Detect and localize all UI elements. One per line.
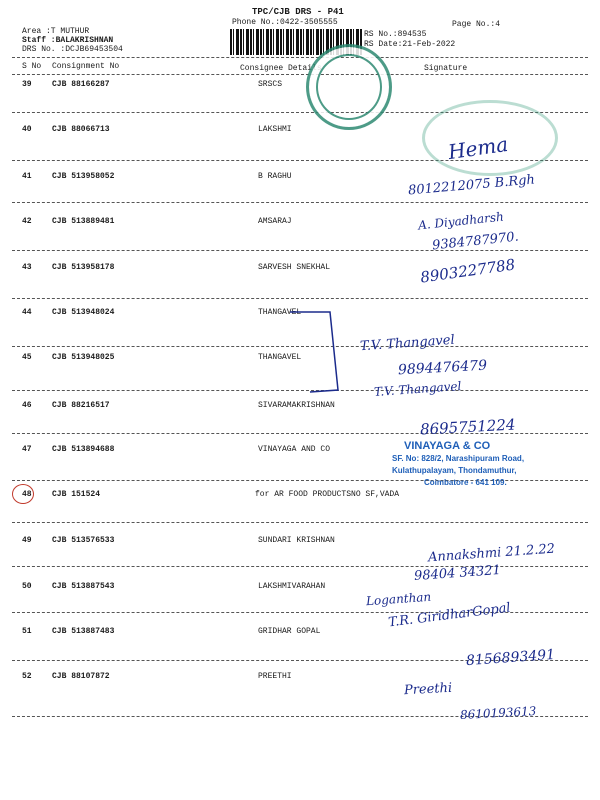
vinayaga-stamp-line2: SF. No: 828/2, Narashipuram Road,: [392, 454, 525, 463]
row-consignee: AMSARAJ: [258, 217, 292, 226]
staff-label: Staff :BALAKRISHNAN: [22, 36, 114, 45]
row-sno: 40: [22, 125, 32, 134]
row-consignment: CJB 513887543: [52, 582, 115, 591]
row-sno: 43: [22, 263, 32, 272]
vinayaga-stamp-name: VINAYAGA & CO: [404, 440, 491, 452]
row-sno: 49: [22, 536, 32, 545]
column-consignee: Consignee Details: [240, 64, 322, 73]
row-consignment: CJB 513958178: [52, 263, 115, 272]
row-consignee: B RAGHU: [258, 172, 292, 181]
row-consignee: THANGAVEL: [258, 353, 302, 362]
row-divider: [12, 202, 588, 203]
row-consignment: CJB 513894688: [52, 445, 115, 454]
office-seal-icon: [306, 44, 392, 130]
row-consignment: CJB 513576533: [52, 536, 115, 545]
handwritten-signature: T.V. Thangavel: [359, 332, 456, 355]
row-consignee: SRSCS: [258, 80, 283, 89]
vinayaga-stamp-line3: Kulathupalayam, Thondamuthur,: [392, 466, 517, 475]
row-consignment: CJB 88107872: [52, 672, 110, 681]
handwritten-phone: 8695751224: [419, 415, 516, 439]
table-row: [0, 672, 600, 686]
row-divider: [12, 522, 588, 523]
vinayaga-stamp: [392, 440, 592, 496]
row-sno: 48: [22, 490, 32, 499]
row-consignee: LAKSHMIVARAHAN: [258, 582, 326, 591]
row-divider: [12, 250, 588, 251]
row-sno: 47: [22, 445, 32, 454]
handwritten-phone: 8903227788: [419, 255, 517, 287]
row-consignment: CJB 88166287: [52, 80, 110, 89]
handwritten-phone: 8156893491: [465, 646, 556, 670]
handwritten-phone: 9894476479: [397, 357, 488, 379]
row-sno: 52: [22, 672, 32, 681]
document-title: TPC/CJB DRS - P41: [252, 7, 344, 17]
row-consignment: CJB 513958052: [52, 172, 115, 181]
handwritten-signature: Loganthan: [365, 589, 432, 609]
row-consignee: SARVESH SNEKHAL: [258, 263, 331, 272]
row-sno: 39: [22, 80, 32, 89]
row-sno: 46: [22, 401, 32, 410]
row-consignee: SUNDARI KRISHNAN: [258, 536, 335, 545]
row-consignment: CJB 88066713: [52, 125, 110, 134]
row-divider: [12, 298, 588, 299]
circle-mark-icon: [12, 484, 34, 504]
handwritten-phone: 8610193613: [459, 704, 537, 722]
handwritten-signature: Annakshmi 21.2.22: [427, 541, 556, 566]
row-sno: 44: [22, 308, 32, 317]
drs-number: DRS No. :DCJB69453504: [22, 45, 123, 54]
row-consignee: for AR FOOD PRODUCTSNO SF,VADA: [255, 490, 400, 499]
handwritten-phone: 98404 34321: [413, 562, 502, 585]
table-row: [0, 627, 600, 641]
handwritten-phone: 8012212075 B.Rgh: [407, 172, 536, 199]
handwritten-signature: T.R. GiridharGopal: [387, 600, 512, 631]
phone-number: Phone No.:0422-3505555: [232, 18, 338, 27]
page-number: Page No.:4: [452, 20, 501, 29]
handwritten-phone: 9384787970.: [431, 229, 520, 254]
row-consignee: GRIDHAR GOPAL: [258, 627, 321, 636]
vinayaga-stamp-line4: Coimbatore - 641 109.: [424, 478, 507, 487]
area-label: Area :T MUTHUR: [22, 27, 90, 36]
header-divider: [12, 57, 588, 58]
handwritten-signature: A. Diyadharsh: [417, 209, 505, 233]
row-consignee: PREETHI: [258, 672, 292, 681]
row-consignment: CJB 151524: [52, 490, 101, 499]
row-consignee: SIVARAMAKRISHNAN: [258, 401, 335, 410]
column-consignment: Consignment No: [52, 62, 120, 71]
bracket-mark-icon: [290, 300, 350, 400]
table-row: [0, 80, 600, 94]
row-consignee: LAKSHMI: [258, 125, 292, 134]
table-row: [0, 582, 600, 596]
table-row: [0, 217, 600, 231]
row-sno: 42: [22, 217, 32, 226]
column-signature: Signature: [424, 64, 468, 73]
row-consignee: THANGAVEL: [258, 308, 302, 317]
row-consignment: CJB 513948025: [52, 353, 115, 362]
row-consignment: CJB 513887483: [52, 627, 115, 636]
handwritten-signature: T.V. Thangavel: [373, 378, 462, 400]
rs-date: RS Date:21-Feb-2022: [364, 40, 456, 49]
row-consignee: VINAYAGA AND CO: [258, 445, 331, 454]
row-sno: 51: [22, 627, 32, 636]
table-row: [0, 401, 600, 415]
rs-number: RS No.:894535: [364, 30, 427, 39]
row-sno: 45: [22, 353, 32, 362]
row-sno: 50: [22, 582, 32, 591]
row-consignment: CJB 513889481: [52, 217, 115, 226]
row-consignment: CJB 513948024: [52, 308, 115, 317]
handwritten-signature: Preethi: [403, 680, 453, 699]
row-divider: [12, 566, 588, 567]
handwritten-signature: Hema: [446, 131, 510, 165]
row-consignment: CJB 88216517: [52, 401, 110, 410]
row-sno: 41: [22, 172, 32, 181]
column-divider: [12, 74, 588, 75]
column-sno: S No: [22, 62, 42, 71]
